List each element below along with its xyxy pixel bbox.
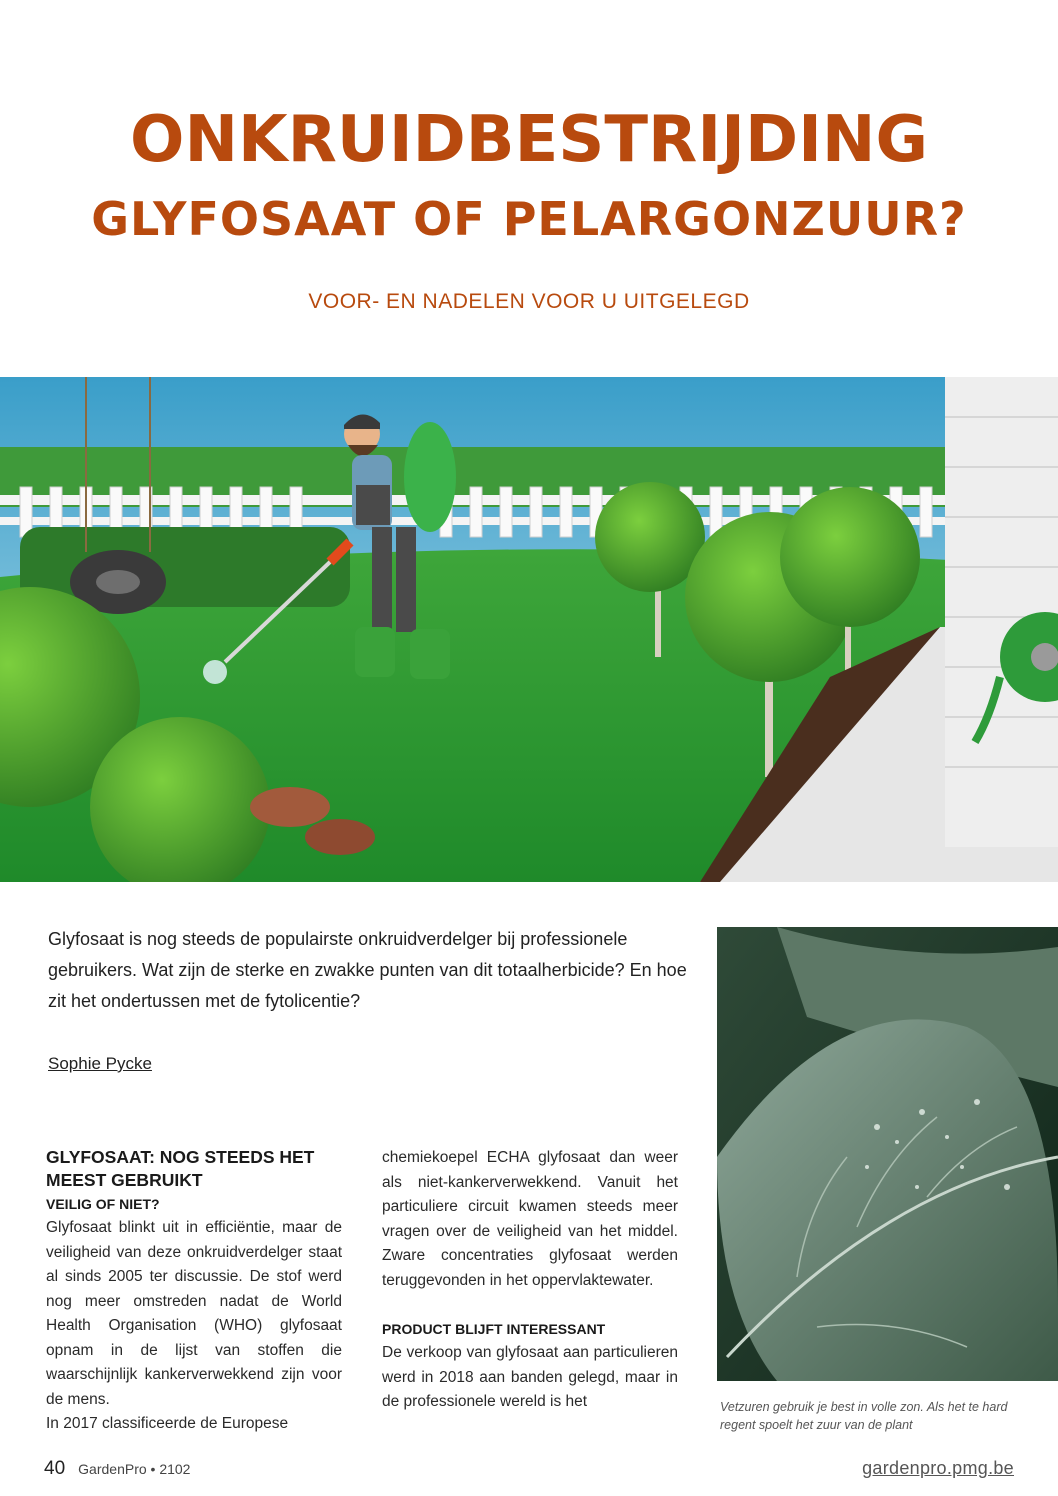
body-text: In 2017 classificeerde de Europese — [46, 1415, 289, 1432]
article-title: ONKRUIDBESTRIJDING — [130, 103, 928, 177]
section-subheading: VEILIG OF NIET? — [46, 1196, 160, 1212]
author-name[interactable]: Sophie Pycke — [48, 1054, 152, 1073]
garden-spraying-illustration — [0, 377, 1058, 882]
page-number: 40 — [44, 1458, 66, 1479]
article-subtitle: GLYFOSAAT OF PELARGONZUUR? — [91, 192, 967, 246]
page-footer — [44, 1458, 190, 1480]
body-text: chemiekoepel ECHA glyfosaat dan weer als niet-kankerverwekkend. Vanuit het particuliere circuit kwamen steeds meer vragen over de veiligheid van het middel. Zware concentraties glyfosaat werden teruggevonden in het oppervlaktewater. — [382, 1149, 678, 1289]
intro-paragraph: Glyfosaat is nog steeds de populairste onkruidverdelger bij professionele gebruikers. Wat zijn de sterke en zwakke punten van dit totaalherbicide? En hoe zit het ondertussen met de fytolicentie? — [48, 929, 687, 1011]
leaf-photo — [717, 927, 1058, 1381]
photo-caption: Vetzuren gebruik je best in volle zon. Als het te hard regent spoelt het zuur van de plant — [720, 1400, 1008, 1432]
article-tagline: VOOR- EN NADELEN VOOR U UITGELEGD — [308, 290, 750, 313]
body-text: De verkoop van glyfosaat aan particulieren werd in 2018 aan banden gelegd, maar in de professionele wereld is het — [382, 1344, 678, 1410]
section-heading: GLYFOSAAT: NOG STEEDS HET MEEST GEBRUIKT — [46, 1147, 315, 1190]
website-link[interactable]: gardenpro.pmg.be — [862, 1458, 1014, 1478]
article-column-2 — [382, 1146, 678, 1415]
body-text: Glyfosaat blinkt uit in efficiëntie, maar de veiligheid van deze onkruidverdelger staat al sinds 2005 ter discussie. De stof werd nog meer omstreden nadat de World Health Organisation (WHO) glyfosaat opnam in de lijst van stoffen die waarschijnlijk kankerverwekkend zijn voor de mens. — [46, 1219, 342, 1408]
article-column-1 — [46, 1146, 342, 1437]
magazine-issue: GardenPro • 2102 — [78, 1461, 191, 1477]
section-subheading: PRODUCT BLIJFT INTERESSANT — [382, 1321, 606, 1337]
